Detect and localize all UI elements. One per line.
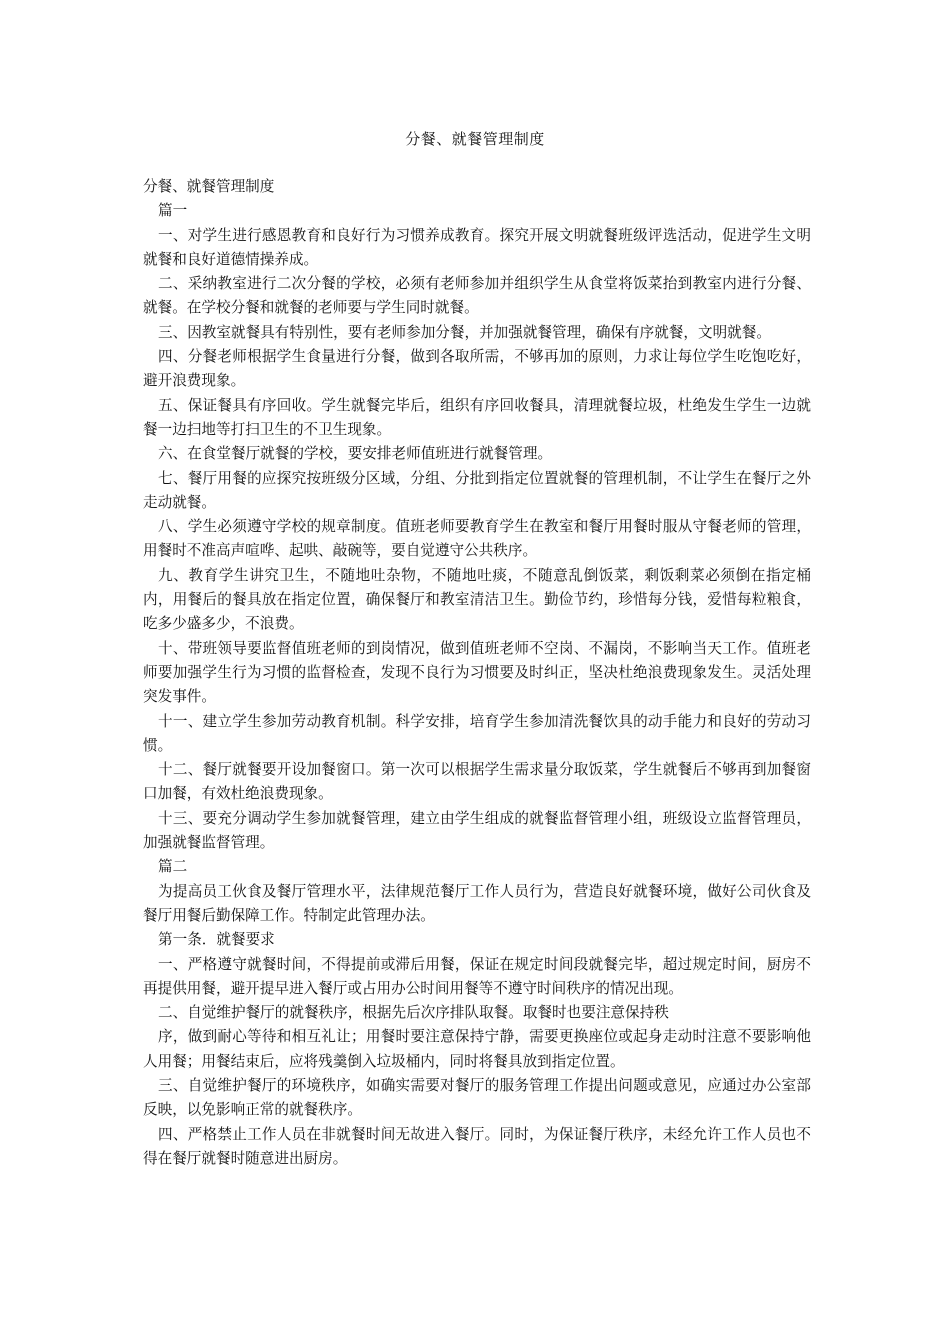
paragraph: 十、带班领导要监督值班老师的到岗情况，做到值班老师不空岗、不漏岗，不影响当天工作。值班老师要加强学生行为习惯的监督检查，发现不良行为习惯要及时纠正，坚决杜绝浪费现象发生。灵活处理突发事件。 [143,639,811,706]
paragraph: 四、分餐老师根据学生食量进行分餐，做到各取所需，不够再加的原则，力求让每位学生吃饱吃好，避开浪费现象。 [143,348,811,390]
paragraph: 五、保证餐具有序回收。学生就餐完毕后，组织有序回收餐具，清理就餐垃圾，杜绝发生学生一边就餐一边扫地等打扫卫生的不卫生现象。 [143,396,811,438]
document-title: 分餐、就餐管理制度 [405,130,545,148]
document-subtitle: 分餐、就餐管理制度 [143,178,275,195]
article-heading: 第一条．就餐要求 [158,931,275,949]
document-body [143,175,811,1171]
paragraph: 九、教育学生讲究卫生，不随地吐杂物，不随地吐痰，不随意乱倒饭菜，剩饭剩菜必须倒在指定桶内，用餐后的餐具放在指定位置，确保餐厅和教室清洁卫生。勤俭节约，珍惜每分钱，爱惜每粒粮食，吃多少盛多少，不浪费。 [143,566,811,633]
section-heading-1: 篇一 [158,202,188,220]
paragraph: 二、自觉维护餐厅的就餐秩序，根据先后次序排队取餐。取餐时也要注意保持秩 [158,1004,669,1022]
paragraph: 十二、餐厅就餐要开设加餐窗口。第一次可以根据学生需求量分取饭菜，学生就餐后不够再到加餐窗口加餐，有效杜绝浪费现象。 [143,761,811,803]
paragraph: 三、因教室就餐具有特别性，要有老师参加分餐，并加强就餐管理，确保有序就餐，文明就餐。 [158,323,771,341]
paragraph: 序，做到耐心等待和相互礼让；用餐时要注意保持宁静，需要更换座位或起身走动时注意不要影响他人用餐；用餐结束后，应将残羹倒入垃圾桶内，同时将餐具放到指定位置。 [143,1028,811,1070]
paragraph: 三、自觉维护餐厅的环境秩序，如确实需要对餐厅的服务管理工作提出问题或意见，应通过办公室部反映，以免影响正常的就餐秩序。 [143,1076,811,1119]
paragraph: 七、餐厅用餐的应探究按班级分区域，分组、分批到指定位置就餐的管理机制，不让学生在餐厅之外走动就餐。 [143,469,811,511]
paragraph: 六、在食堂餐厅就餐的学校，要安排老师值班进行就餐管理。 [158,445,553,463]
paragraph: 一、严格遵守就餐时间，不得提前或滞后用餐，保证在规定时间段就餐完毕，超过规定时间，厨房不再提供用餐，避开提早进入餐厅或占用办公时间用餐等不遵守时间秩序的情况出现。 [143,955,811,997]
paragraph: 二、采纳教室进行二次分餐的学校，必须有老师参加并组织学生从食堂将饭菜抬到教室内进行分餐、就餐。在学校分餐和就餐的老师要与学生同时就餐。 [143,275,811,317]
section-intro: 为提高员工伙食及餐厅管理水平，法律规范餐厅工作人员行为，营造良好就餐环境，做好公司伙食及餐厅用餐后勤保障工作。特制定此管理办法。 [143,882,811,924]
paragraph: 十三、要充分调动学生参加就餐管理，建立由学生组成的就餐监督管理小组，班级设立监督管理员，加强就餐监督管理。 [143,809,811,852]
paragraph: 八、学生必须遵守学校的规章制度。值班老师要教育学生在教室和餐厅用餐时服从守餐老师的管理，用餐时不准高声喧哗、起哄、敲碗等，要自觉遵守公共秩序。 [143,518,811,560]
paragraph: 十一、建立学生参加劳动教育机制。科学安排，培育学生参加清洗餐饮具的动手能力和良好的劳动习惯。 [143,712,811,754]
paragraph: 四、严格禁止工作人员在非就餐时间无故进入餐厅。同时，为保证餐厅秩序，未经允许工作人员也不得在餐厅就餐时随意进出厨房。 [143,1125,811,1167]
paragraph: 一、对学生进行感恩教育和良好行为习惯养成教育。探究开展文明就餐班级评选活动，促进学生文明就餐和良好道德情操养成。 [143,226,811,268]
section-heading-2: 篇二 [158,858,188,876]
